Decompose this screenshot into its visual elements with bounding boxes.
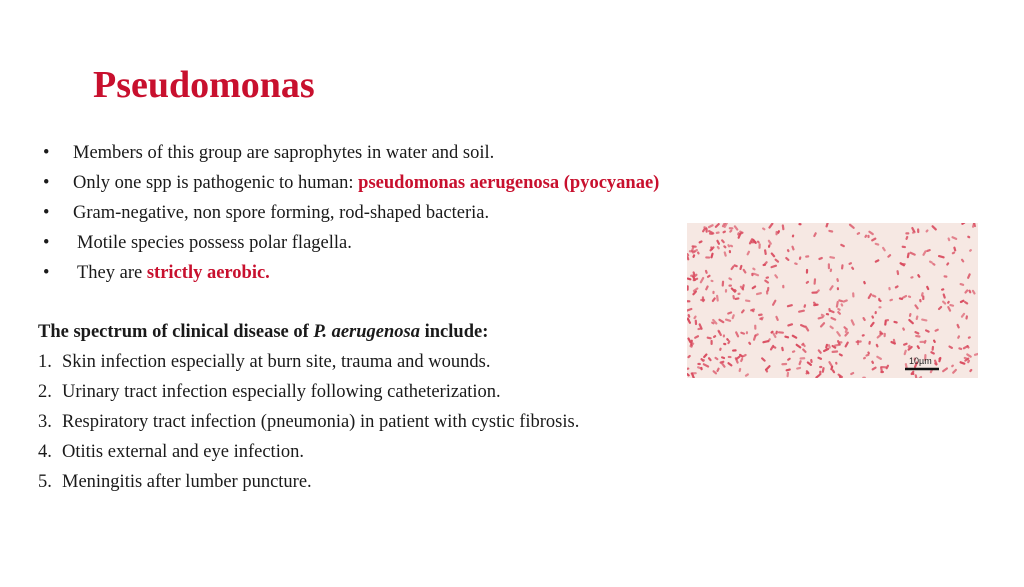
bacterium-rod (754, 325, 756, 330)
spectrum-heading-after: include: (420, 322, 489, 342)
bacterium-rod (811, 291, 817, 293)
bacterium-rod (705, 256, 710, 258)
disease-text: Urinary tract infection especially following catheterization. (62, 382, 501, 402)
bacterium-rod (828, 263, 830, 269)
disease-text: Otitis external and eye infection. (62, 442, 304, 462)
bacterium-rod (728, 356, 732, 358)
bullet-text-part: Only one spp is pathogenic to human: (73, 173, 359, 193)
disease-number: 1. (38, 352, 52, 372)
bullet-marker: • (43, 173, 50, 193)
bullet-text-part: They are (77, 263, 147, 283)
bacterium-rod (862, 377, 866, 378)
bacterium-rod (852, 292, 855, 297)
bacterium-rod (728, 284, 732, 286)
bacterium-rod (695, 320, 698, 326)
bacterium-rod (781, 363, 787, 366)
bullet-text-part: Members of this group are saprophytes in water and soil. (73, 143, 495, 163)
bacterium-rod (700, 299, 705, 301)
bacterium-rod (857, 340, 859, 345)
bacterium-rod (917, 228, 919, 233)
bacterium-rod (758, 243, 760, 249)
bacterium-rod (712, 291, 714, 295)
bullet-text-part: Motile species possess polar flagella. (77, 233, 352, 253)
bacterium-rod (819, 366, 822, 368)
bacterium-rod (867, 235, 869, 239)
bullet-text (77, 228, 352, 258)
bacterium-rod (879, 332, 883, 334)
disease-number: 5. (38, 472, 52, 492)
bacterium-rod (732, 349, 737, 352)
disease-text: Meningitis after lumber puncture. (62, 472, 312, 492)
bullet-marker: • (43, 263, 50, 283)
bullet-text-part: Gram-negative, non spore forming, rod-shaped bacteria. (73, 203, 490, 223)
bacterium-rod (883, 333, 886, 338)
micrograph-image (687, 223, 978, 378)
bullet-marker: • (43, 233, 50, 253)
bullet-text (73, 168, 659, 198)
bullet-marker: • (43, 203, 50, 223)
bacterium-rod (729, 227, 734, 229)
disease-number: 4. (38, 442, 52, 462)
bacterium-rod (725, 289, 727, 293)
bacterium-rod (782, 285, 784, 289)
disease-text: Skin infection especially at burn site, trauma and wounds. (62, 352, 491, 372)
disease-text: Respiratory tract infection (pneumonia) in patient with cystic fibrosis. (62, 412, 580, 432)
bacterium-rod (919, 341, 924, 343)
bacterium-rod (711, 340, 713, 345)
spectrum-heading-species: P. aerugenosa (313, 322, 420, 342)
bacterium-rod (687, 285, 689, 291)
bacterium-rod (905, 232, 909, 234)
bullet-text (77, 258, 270, 288)
scale-bar-label: 10µm (909, 356, 932, 366)
bullet-text (73, 138, 494, 168)
highlighted-aerobic-text: strictly aerobic. (146, 263, 270, 283)
bacterium-rod (690, 372, 696, 375)
gram-stain-micrograph (687, 223, 978, 378)
bacterium-rod (687, 300, 691, 302)
disease-number: 3. (38, 412, 52, 432)
highlighted-species-name: pseudomonas aerugenosa (pyocyanae) (358, 173, 660, 193)
bullet-text (73, 198, 489, 228)
bacterium-rod (705, 228, 707, 233)
slide-title: Pseudomonas (93, 64, 315, 106)
bullet-marker: • (43, 143, 50, 163)
bacterium-rod (922, 295, 924, 300)
spectrum-heading-before: The spectrum of clinical disease of (38, 322, 314, 342)
spectrum-heading (38, 317, 488, 347)
bacterium-rod (806, 269, 808, 274)
bacterium-rod (697, 363, 701, 365)
disease-number: 2. (38, 382, 52, 402)
bacterium-rod (799, 357, 805, 360)
